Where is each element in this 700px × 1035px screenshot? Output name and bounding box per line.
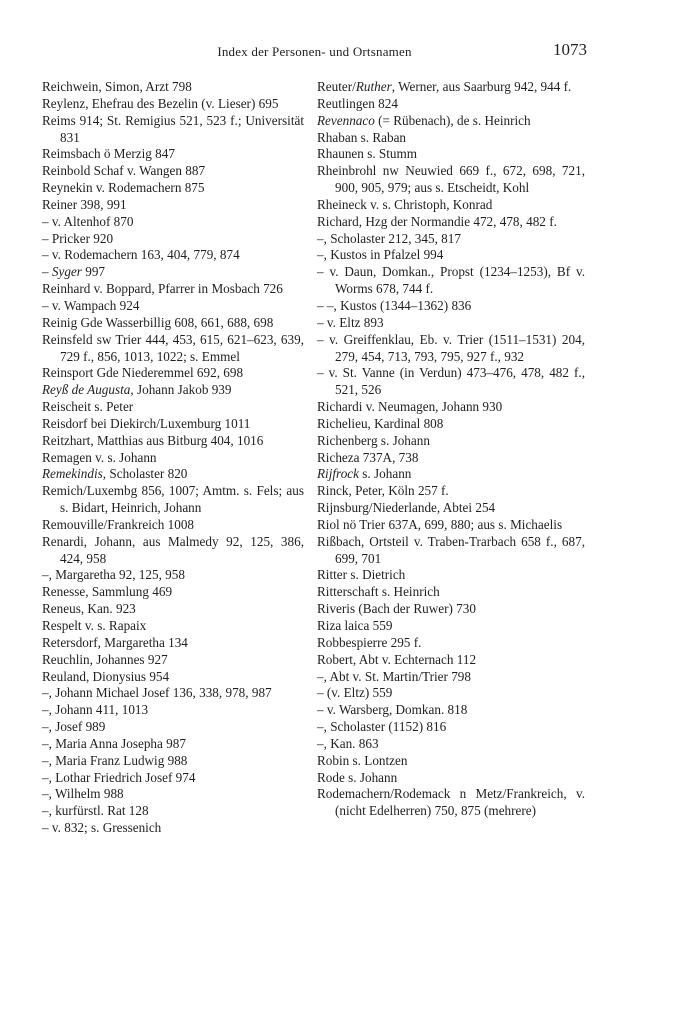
index-entry <box>42 669 304 686</box>
entry-text: v. Neumagen, Johann 930 <box>362 399 503 415</box>
entry-text: – v. Eltz 893 <box>317 314 384 330</box>
index-entry <box>317 416 585 433</box>
index-entry <box>317 247 585 264</box>
entry-head: Riveris <box>317 601 356 617</box>
entry-text: /Luxembg 856, 1007; Amtm. s. Fels; aus s. Bidart, Heinrich, Johann <box>60 483 304 516</box>
entry-head: Remouville <box>42 516 104 532</box>
entry-text: nö Trier 637A, 699, 880; aus s. Michaelis <box>339 516 563 532</box>
index-entry <box>42 685 304 702</box>
entry-text: (Bach der Ruwer) 730 <box>355 601 476 617</box>
entry-head: Rodemachern <box>317 786 391 802</box>
index-entry <box>42 96 304 113</box>
index-entry <box>42 281 304 298</box>
entry-text: 295 f. <box>387 634 422 650</box>
index-entry <box>317 702 585 719</box>
entry-text: , Kardinal 808 <box>367 415 444 431</box>
entry-head: Robert <box>317 651 353 667</box>
entry-text: v. s. Christoph, Konrad <box>366 196 493 212</box>
entry-text: Gde Niederemmel 692, 698 <box>93 365 244 381</box>
index-entry <box>317 163 585 197</box>
entry-text: , Peter, Köln 257 f. <box>348 483 449 499</box>
entry-tail: (= Rübenach), de s. Heinrich <box>374 112 531 128</box>
index-entry <box>317 96 585 113</box>
index-entry <box>317 534 585 568</box>
entry-text: – v. Wampach 924 <box>42 297 140 313</box>
entry-text: – v. 832; s. Gressenich <box>42 820 162 836</box>
index-entry <box>317 365 585 399</box>
entry-head: Richenberg <box>317 432 378 448</box>
entry-head: Riol <box>317 516 340 532</box>
entry-tail: 997 <box>81 264 105 280</box>
index-entry <box>317 79 585 96</box>
index-entry <box>42 298 304 315</box>
index-entry <box>317 399 585 416</box>
entry-head: Reichwein, Simon <box>42 79 140 94</box>
index-entry <box>42 247 304 264</box>
entry-text: nw Neuwied 669 f., 672, 698, 721, 900, 905, 979; aus s. Etscheidt, Kohl <box>335 163 585 196</box>
entry-head: Rheinbrohl <box>317 163 377 179</box>
index-entry <box>42 399 304 416</box>
index-entry <box>42 820 304 837</box>
entry-head: Rheineck <box>317 196 367 212</box>
entry-head: Renesse <box>42 584 86 600</box>
entry-text: –, Maria Franz Ludwig 988 <box>42 752 188 768</box>
entry-text: , Sammlung 469 <box>85 584 173 600</box>
entry-text: /Frankreich 1008 <box>103 516 195 532</box>
entry-text: 559 <box>369 618 393 633</box>
index-entry <box>317 786 585 820</box>
entry-text: , Dionysius 954 <box>85 668 170 684</box>
index-entry <box>317 517 585 534</box>
index-entry <box>317 567 585 584</box>
index-entry <box>317 197 585 214</box>
entry-text: Rijfrock <box>317 466 359 482</box>
entry-text: –, Josef 989 <box>42 719 106 735</box>
entry-head: Retersdorf <box>42 634 98 650</box>
entry-text: Ruther <box>355 79 392 94</box>
entry-head: Reischeit <box>42 399 92 415</box>
index-entry <box>317 584 585 601</box>
entry-head: Reuter/ <box>317 79 356 94</box>
index-entry <box>42 163 304 180</box>
entry-text: – v. Warsberg, Domkan. 818 <box>317 702 468 718</box>
entry-head: Rinck <box>317 483 349 499</box>
index-entry <box>42 567 304 584</box>
entry-head: Riza laica <box>317 618 370 633</box>
index-entry <box>42 635 304 652</box>
page-number: 1073 <box>553 40 587 59</box>
entry-head: Reitzhart <box>42 432 91 448</box>
entry-head: Robin <box>317 752 350 768</box>
entry-text: Remekindis <box>42 466 103 482</box>
entry-text: bei Diekirch/Luxemburg 1011 <box>87 415 251 431</box>
entry-head: Reynekin <box>42 180 93 196</box>
index-entry <box>317 146 585 163</box>
entry-text: –, Kustos in Pfalzel 994 <box>317 247 444 263</box>
entry-head: Reinig <box>42 314 78 330</box>
entry-text: /Rodemack n Metz/Frankreich, v. (nicht Edelherren) 750, 875 (mehrere) <box>335 786 585 819</box>
entry-text: –, Kan. 863 <box>317 735 379 751</box>
index-entry <box>317 635 585 652</box>
index-entry <box>42 332 304 366</box>
entry-text: v. s. Johann <box>91 449 157 465</box>
entry-head: Rode <box>317 769 345 785</box>
entry-text: , Abt v. Echternach 112 <box>352 651 477 667</box>
entry-head: Richelieu <box>317 415 368 431</box>
entry-text: – (v. Eltz) 559 <box>317 685 393 701</box>
index-entry <box>42 584 304 601</box>
entry-text: Gde Wasserbillig 608, 661, 688, 698 <box>77 314 274 330</box>
entry-text: – v. St. Vanne (in Verdun) 473–476, 478, 482 f., 521, 526 <box>317 365 585 398</box>
entry-head: Reylenz, Ehefrau des Bezelin <box>42 95 198 111</box>
entry-text: Revennaco <box>317 112 375 128</box>
entry-text: v. s. Rapaix <box>81 618 147 633</box>
entry-head: Renardi <box>42 533 84 549</box>
entry-head: Ritterschaft <box>317 584 379 600</box>
index-entry <box>42 365 304 382</box>
index-column-right <box>317 79 585 820</box>
index-entry <box>317 130 585 147</box>
entry-text: – Pricker 920 <box>42 230 114 246</box>
entry-head: Reinsfeld <box>42 331 93 347</box>
entry-head: Reinhard <box>42 281 91 297</box>
entry-text: ö Merzig 847 <box>100 146 175 162</box>
entry-head: Reiner <box>42 196 78 212</box>
entry-head: Reinsport <box>42 365 94 381</box>
entry-text: /Niederlande, Abtei 254 <box>368 500 496 516</box>
entry-head: Richardi <box>317 399 363 415</box>
entry-head: Ritter <box>317 567 348 583</box>
entry-head: Reinbold Schaf <box>42 163 124 179</box>
entry-text: v. Boppard, Pfarrer in Mosbach 726 <box>90 281 283 297</box>
index-entry <box>42 786 304 803</box>
entry-tail: s. Johann <box>359 466 412 482</box>
entry-text: – v. Greiffenklau, Eb. v. Trier (1511–1531) 204, 279, 454, 713, 793, 795, 927 f., 932 <box>317 331 585 364</box>
index-entry <box>42 736 304 753</box>
index-entry <box>42 214 304 231</box>
entry-text: 824 <box>374 95 398 111</box>
entry-text: –, Wilhelm 988 <box>42 786 124 802</box>
index-entry <box>42 719 304 736</box>
entry-text: 914; St. Remigius 521, 523 f.; Universität 831 <box>60 112 304 145</box>
index-entry <box>42 79 304 96</box>
index-entry <box>317 500 585 517</box>
index-entry <box>317 601 585 618</box>
index-entry <box>42 315 304 332</box>
entry-text: (v. Lieser) 695 <box>197 95 279 111</box>
entry-text: , Johannes 927 <box>89 651 168 667</box>
index-entry <box>317 450 585 467</box>
entry-text: –, kurfürstl. Rat 128 <box>42 803 149 819</box>
entry-text: –, Maria Anna Josepha 987 <box>42 735 186 751</box>
entry-text: – v. Daun, Domkan., Propst (1234–1253), Bf v. Worms 678, 744 f. <box>317 264 585 297</box>
index-entry <box>42 534 304 568</box>
index-entry <box>317 231 585 248</box>
index-entry <box>317 770 585 787</box>
running-title: Index der Personen- und Ortsnamen <box>217 44 412 59</box>
index-entry <box>42 601 304 618</box>
entry-tail: , Johann Jakob 939 <box>130 382 232 398</box>
index-entry <box>42 231 304 248</box>
entry-text: s. Dietrich <box>347 567 406 583</box>
index-entry <box>42 146 304 163</box>
entry-text: – v. Altenhof 870 <box>42 213 134 229</box>
entry-text: , Margaretha 134 <box>97 634 188 650</box>
entry-text: , Ortsteil v. Traben-Trarbach 658 f., 687, 699, 701 <box>335 533 585 566</box>
index-entry <box>317 264 585 298</box>
page-header <box>42 40 587 64</box>
entry-head: Reutlingen <box>317 95 375 111</box>
entry-text: 398, 991 <box>77 196 127 212</box>
entry-text: sw Trier 444, 453, 615, 621–623, 639, 729 f., 856, 1013, 1022; s. Emmel <box>60 331 304 364</box>
entry-tail: , Werner, aus Saarburg 942, 944 f. <box>391 79 572 94</box>
entry-text: s. Johann <box>344 769 398 785</box>
index-entry <box>42 180 304 197</box>
index-entry <box>42 416 304 433</box>
index-entry <box>42 433 304 450</box>
entry-text: –, Johann Michael Josef 136, 338, 978, 987 <box>42 685 272 701</box>
entry-text: –, Abt v. St. Martin/Trier 798 <box>317 668 471 684</box>
index-entry <box>317 466 585 483</box>
entry-text: –, Scholaster 212, 345, 817 <box>317 230 461 246</box>
entry-text: – v. Rodemachern 163, 404, 779, 874 <box>42 247 240 263</box>
index-entry <box>42 753 304 770</box>
index-entry <box>317 685 585 702</box>
index-entry <box>42 618 304 635</box>
entry-text: , Johann, aus Malmedy 92, 125, 386, 424, 958 <box>60 533 304 566</box>
index-entry <box>42 197 304 214</box>
entry-text: 737A, 738 <box>359 449 419 465</box>
entry-text: s. Raban <box>357 129 407 145</box>
index-entry <box>317 214 585 231</box>
entry-head: Reisdorf <box>42 415 88 431</box>
entry-text: , Arzt 798 <box>139 79 192 94</box>
index-entry <box>317 652 585 669</box>
index-entry <box>317 618 585 635</box>
entry-text: , Kan. 923 <box>80 601 136 617</box>
entry-head: Rißbach <box>317 533 361 549</box>
entry-text: –, Margaretha 92, 125, 958 <box>42 567 185 583</box>
index-entry <box>42 702 304 719</box>
index-entry <box>317 483 585 500</box>
entry-head: Rijnsburg <box>317 500 369 516</box>
entry-text: – –, Kustos (1344–1362) 836 <box>317 297 472 313</box>
index-entry <box>317 433 585 450</box>
entry-text: , Matthias aus Bitburg 404, 1016 <box>90 432 264 448</box>
entry-text: v. Rodemachern 875 <box>92 180 205 196</box>
entry-text: Syger <box>51 264 82 280</box>
entry-head: Respelt <box>42 618 82 633</box>
entry-head: Reuland <box>42 668 86 684</box>
entry-text: v. Wangen 887 <box>123 163 206 179</box>
index-entry <box>42 803 304 820</box>
entry-head: – <box>42 264 52 280</box>
entry-text: –, Johann 411, 1013 <box>42 702 149 718</box>
index-entry <box>42 113 304 147</box>
index-entry <box>317 719 585 736</box>
entry-text: , Hzg der Normandie 472, 478, 482 f. <box>358 213 557 229</box>
entry-head: Reims <box>42 112 76 128</box>
entry-head: Remich <box>42 483 84 499</box>
entry-text: s. Stumm <box>363 146 418 162</box>
index-entry <box>42 770 304 787</box>
index-entry <box>42 517 304 534</box>
entry-text: Reyß de Augusta <box>42 382 131 398</box>
entry-head: Rhaban <box>317 129 358 145</box>
entry-head: Reuchlin <box>42 651 90 667</box>
entry-text: s. Heinrich <box>378 584 440 600</box>
entry-head: Rhaunen <box>317 146 364 162</box>
entry-head: Reneus <box>42 601 81 617</box>
entry-text: s. Johann <box>377 432 430 448</box>
index-entry <box>317 298 585 315</box>
entry-text: –, Scholaster (1152) 816 <box>317 719 447 735</box>
index-entry <box>42 450 304 467</box>
index-column-left <box>42 79 304 837</box>
index-entry <box>317 736 585 753</box>
entry-head: Robbespierre <box>317 634 388 650</box>
entry-text: –, Lothar Friedrich Josef 974 <box>42 769 196 785</box>
index-entry <box>42 264 304 281</box>
index-entry <box>317 753 585 770</box>
index-entry <box>317 332 585 366</box>
entry-head: Richeza <box>317 449 360 465</box>
index-entry <box>42 382 304 399</box>
index-entry <box>317 113 585 130</box>
index-entry <box>317 669 585 686</box>
index-entry <box>42 466 304 483</box>
entry-head: Remagen <box>42 449 92 465</box>
entry-text: s. Lontzen <box>349 752 408 768</box>
index-entry <box>42 483 304 517</box>
entry-tail: , Scholaster 820 <box>102 466 188 482</box>
entry-text: s. Peter <box>91 399 134 415</box>
entry-head: Richard <box>317 213 359 229</box>
index-entry <box>317 315 585 332</box>
index-entry <box>42 652 304 669</box>
entry-head: Reimsbach <box>42 146 101 162</box>
